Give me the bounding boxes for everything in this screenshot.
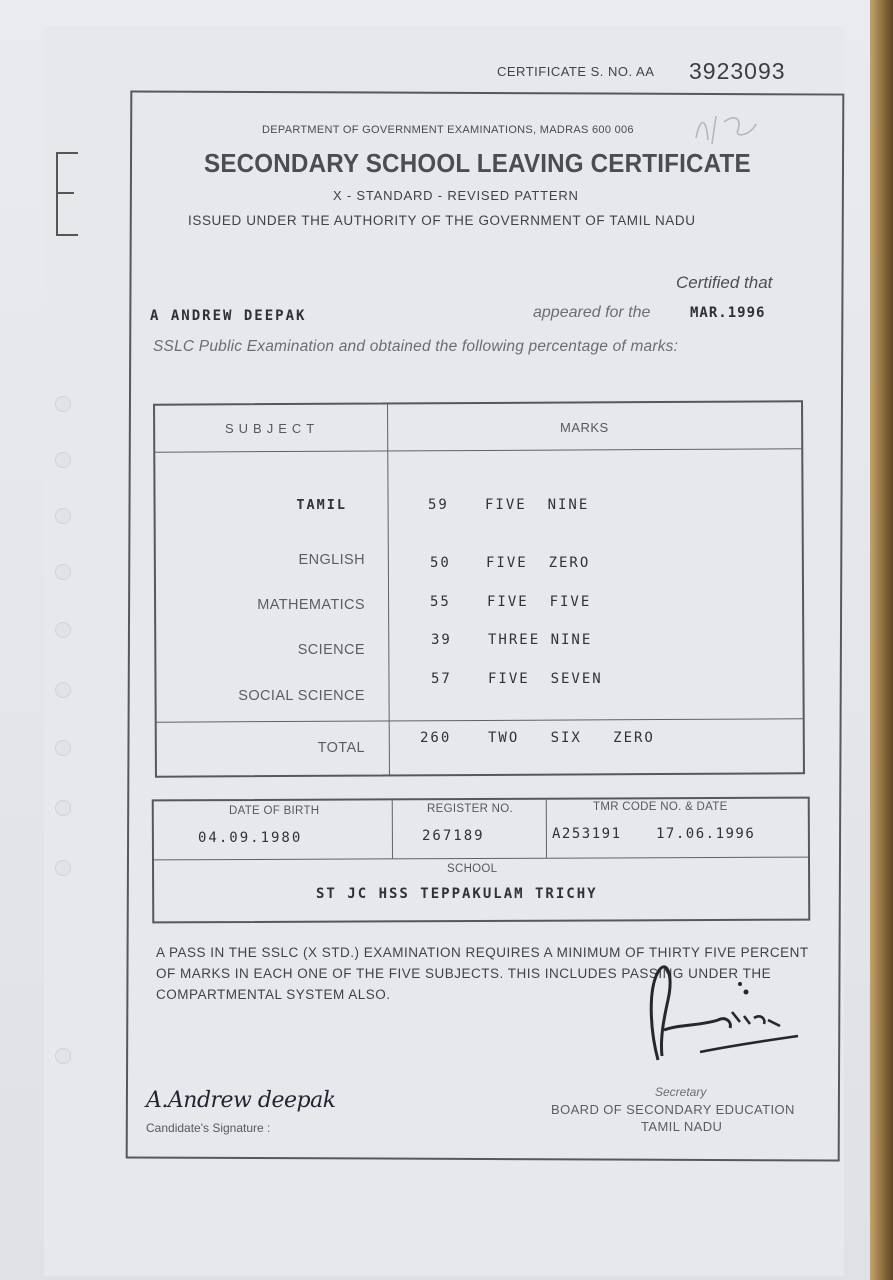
- candidate-signature: A.Andrew deepak: [146, 1088, 336, 1113]
- subject-mark: 55: [430, 594, 451, 610]
- punch-hole: [55, 800, 71, 816]
- subject-mark: 59: [428, 497, 449, 513]
- punch-hole: [55, 508, 71, 524]
- board-state: TAMIL NADU: [641, 1119, 723, 1134]
- tmr-code: A253191: [552, 826, 622, 842]
- table-divider: [154, 857, 808, 861]
- punch-hole: [55, 396, 71, 412]
- department-line: DEPARTMENT OF GOVERNMENT EXAMINATIONS, MADRAS 600 006: [262, 124, 634, 136]
- punch-hole: [55, 1048, 71, 1064]
- subject-mark: 50: [430, 555, 451, 571]
- register-number: 267189: [422, 828, 485, 844]
- certificate-title: SECONDARY SCHOOL LEAVING CERTIFICATE: [204, 148, 751, 178]
- punch-hole: [55, 452, 71, 468]
- table-divider: [387, 404, 390, 774]
- punch-hole: [55, 682, 71, 698]
- punch-hole: [55, 564, 71, 580]
- subject-mark-words: FIVE FIVE: [487, 594, 592, 610]
- appeared-text: appeared for the: [533, 304, 651, 321]
- serial-number: 3923093: [689, 58, 786, 84]
- table-surface: [870, 0, 893, 1280]
- subject-name: MATHEMATICS: [257, 597, 365, 613]
- board-name: BOARD OF SECONDARY EDUCATION: [551, 1102, 795, 1117]
- candidate-signature-label: Candidate's Signature :: [146, 1121, 271, 1135]
- secretary-signature-image: [640, 960, 810, 1070]
- register-label: REGISTER NO.: [427, 803, 514, 815]
- tmr-date: 17.06.1996: [656, 826, 756, 842]
- tmr-label: TMR CODE NO. & DATE: [593, 801, 728, 813]
- subject-name: TAMIL: [296, 497, 347, 513]
- candidate-name: A ANDREW DEEPAK: [150, 308, 307, 324]
- punch-hole: [55, 622, 71, 638]
- subject-mark: 57: [431, 671, 452, 687]
- certified-that: Certified that: [676, 273, 773, 292]
- faint-pencil-mark: [690, 108, 770, 148]
- total-label: TOTAL: [317, 740, 365, 756]
- table-divider: [155, 448, 801, 452]
- subject-mark-words: FIVE SEVEN: [488, 671, 603, 687]
- marks-header: MARKS: [560, 420, 609, 435]
- subject-name: SCIENCE: [297, 642, 365, 658]
- serial-label: CERTIFICATE S. NO. AA: [497, 64, 655, 79]
- total-mark: 260: [420, 730, 452, 746]
- dob-label: DATE OF BIRTH: [229, 805, 320, 817]
- subject-name: ENGLISH: [298, 552, 365, 568]
- subject-header: SUBJECT: [225, 421, 320, 436]
- table-divider: [157, 718, 803, 722]
- subject-mark: 39: [431, 632, 452, 648]
- standard-line: X - STANDARD - REVISED PATTERN: [333, 188, 579, 203]
- secretary-label: Secretary: [655, 1085, 707, 1099]
- table-divider: [392, 800, 393, 858]
- subject-mark-words: FIVE ZERO: [486, 555, 591, 571]
- marks-table: [153, 400, 805, 777]
- table-divider: [546, 800, 547, 858]
- subject-name: SOCIAL SCIENCE: [238, 688, 365, 704]
- authority-line: ISSUED UNDER THE AUTHORITY OF THE GOVERNMENT OF TAMIL NADU: [188, 213, 696, 228]
- subject-mark-words: THREE NINE: [488, 632, 593, 648]
- punch-hole: [55, 740, 71, 756]
- date-of-birth: 04.09.1980: [198, 830, 303, 846]
- school-name: ST JC HSS TEPPAKULAM TRICHY: [316, 886, 598, 902]
- punch-hole: [55, 860, 71, 876]
- school-label: SCHOOL: [447, 863, 498, 875]
- total-mark-words: TWO SIX ZERO: [488, 730, 655, 746]
- sslc-line: SSLC Public Examination and obtained the following percentage of marks:: [153, 338, 679, 355]
- corner-stamp-mark: [56, 152, 78, 236]
- exam-month: MAR.1996: [690, 305, 766, 321]
- pass-requirement-note: A PASS IN THE SSLC (X STD.) EXAMINATION REQUIRES A MINIMUM OF THIRTY FIVE PERCENT OF MARKS IN EACH ONE OF THE FIVE SUBJECTS. THIS INCLUDES PASSING UNDER THE COMPARTMENTAL SYSTEM ALSO.: [156, 945, 809, 1002]
- subject-mark-words: FIVE NINE: [485, 497, 590, 513]
